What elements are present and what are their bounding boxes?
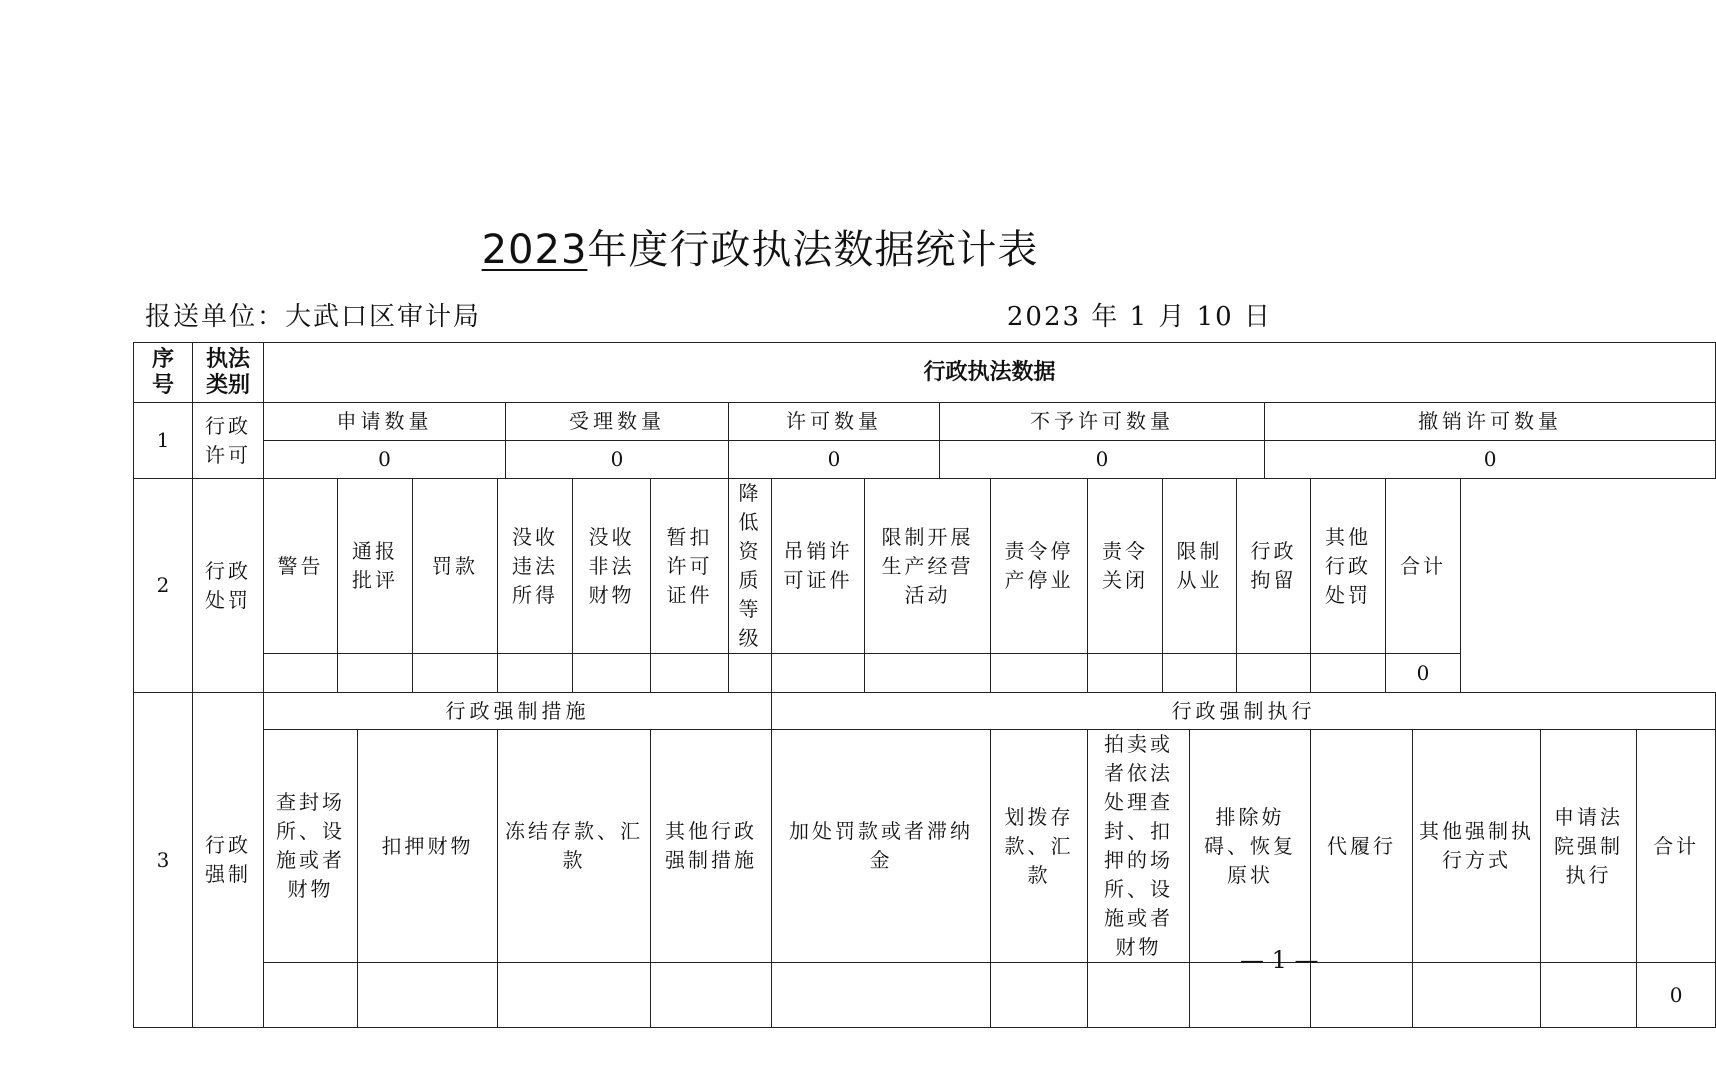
penalty-header-lower-qualification: 降低资质等级 [729,479,772,654]
enforcement-value-seize [358,963,498,1028]
permit-value-apply: 0 [264,441,506,479]
enforcement-seq: 3 [134,693,193,1028]
enforcement-header-substitute: 代履行 [1311,730,1413,963]
title-year: 2023 [481,227,588,273]
penalty-seq: 2 [134,479,193,693]
enforcement-header-seal: 查封场所、设施或者财物 [264,730,358,963]
penalty-value-revoke-license [772,654,865,693]
penalty-value-order-suspend [991,654,1088,693]
permit-header-apply: 申请数量 [264,403,506,441]
enforcement-header-transfer: 划拨存款、汇款 [991,730,1088,963]
enforcement-value-total: 0 [1637,963,1716,1028]
enforcement-header-court: 申请法院强制执行 [1541,730,1637,963]
permit-value-revoke: 0 [1265,441,1716,479]
enforcement-value-transfer [991,963,1088,1028]
penalty-header-restrict-operation: 限制开展生产经营活动 [865,479,991,654]
enforcement-header-other-measures: 其他行政强制措施 [651,730,772,963]
permit-value-accept: 0 [506,441,729,479]
enforcement-value-late-fee [772,963,991,1028]
header-category: 执法类别 [193,343,264,403]
penalty-value-restrict-operation [865,654,991,693]
permit-header-grant: 许可数量 [729,403,940,441]
permit-seq: 1 [134,403,193,479]
reporting-unit-value: 大武口区审计局 [285,302,482,332]
penalty-value-warning [264,654,338,693]
penalty-value-order-close [1088,654,1163,693]
penalty-header-order-close: 责令关闭 [1088,479,1163,654]
enforcement-header-auction: 拍卖或者依法处理查封、扣押的场所、设施或者财物 [1088,730,1190,963]
page-number: — 1 — [1240,946,1319,974]
penalty-value-fine [413,654,498,693]
enforcement-group-measures: 行政强制措施 [264,693,772,730]
title-text: 年度行政执法数据统计表 [587,227,1039,273]
permit-header-accept: 受理数量 [506,403,729,441]
penalty-value-confiscate-property [573,654,651,693]
penalty-value-confiscate-income [498,654,573,693]
penalty-value-restrict-practice [1163,654,1237,693]
reporting-unit-label: 报送单位： [145,302,286,332]
enforcement-value-court [1541,963,1637,1028]
permit-value-grant: 0 [729,441,940,479]
permit-category: 行政许可 [193,403,264,479]
enforcement-value-other-execution [1413,963,1541,1028]
penalty-header-revoke-license: 吊销许可证件 [772,479,865,654]
report-date: 2023 年 1 月 10 日 [1006,302,1272,332]
penalty-header-confiscate-property: 没收非法财物 [573,479,651,654]
permit-value-deny: 0 [940,441,1265,479]
enforcement-value-seal [264,963,358,1028]
penalty-header-notice: 通报批评 [338,479,413,654]
header-enforcement-data: 行政执法数据 [264,343,1716,403]
enforcement-header-freeze: 冻结存款、汇款 [498,730,651,963]
document-title [0,218,1520,275]
enforcement-value-auction [1088,963,1190,1028]
enforcement-value-other-measures [651,963,772,1028]
penalty-header-total: 合计 [1386,479,1461,654]
enforcement-group-execution: 行政强制执行 [772,693,1716,730]
enforcement-category: 行政强制 [193,693,264,1028]
penalty-value-notice [338,654,413,693]
penalty-value-detention [1237,654,1311,693]
penalty-header-other: 其他行政处罚 [1311,479,1386,654]
penalty-value-other [1311,654,1386,693]
permit-header-revoke: 撤销许可数量 [1265,403,1716,441]
reporting-unit [145,296,481,333]
penalty-header-order-suspend: 责令停产停业 [991,479,1088,654]
enforcement-value-freeze [498,963,651,1028]
penalty-category: 行政处罚 [193,479,264,693]
enforcement-header-seize: 扣押财物 [358,730,498,963]
enforcement-header-late-fee: 加处罚款或者滞纳金 [772,730,991,963]
penalty-value-total: 0 [1386,654,1461,693]
statistics-table [133,342,1716,1028]
enforcement-value-substitute [1311,963,1413,1028]
penalty-header-restrict-practice: 限制从业 [1163,479,1237,654]
header-seq: 序号 [134,343,193,403]
penalty-header-warning: 警告 [264,479,338,654]
enforcement-header-remove-obstruction: 排除妨碍、恢复原状 [1190,730,1311,963]
penalty-header-suspend-license: 暂扣许可证件 [651,479,729,654]
permit-header-deny: 不予许可数量 [940,403,1265,441]
penalty-header-confiscate-income: 没收违法所得 [498,479,573,654]
penalty-header-fine: 罚款 [413,479,498,654]
penalty-header-detention: 行政拘留 [1237,479,1311,654]
penalty-value-lower-qualification [729,654,772,693]
penalty-value-suspend-license [651,654,729,693]
enforcement-header-total: 合计 [1637,730,1716,963]
enforcement-header-other-execution: 其他强制执行方式 [1413,730,1541,963]
